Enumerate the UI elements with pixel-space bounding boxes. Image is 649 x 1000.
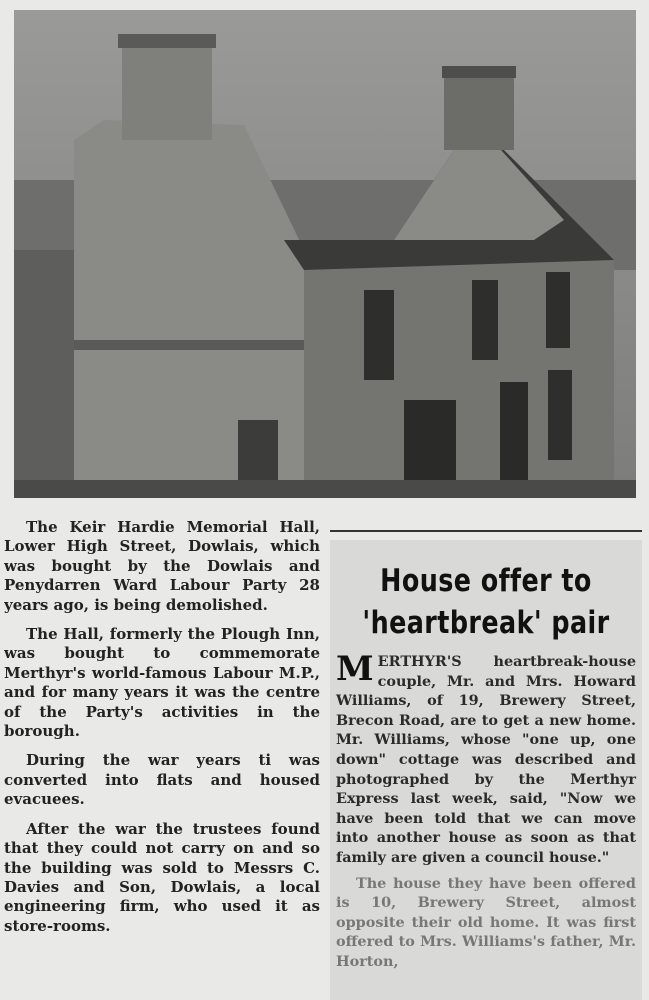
paragraph-3: During the war years ti was converted into flats and housed evacuees. — [4, 751, 320, 809]
ruined-building-photo — [14, 10, 636, 498]
headline-line-2: 'heartbreak' pair — [362, 605, 610, 641]
headline-line-1: House offer to — [380, 563, 592, 599]
article-paragraph-2: The house they have been offered is 10, Brewery Street, almost opposite their old home. It was first offered to Mrs. Williams's father, Mr. Horton, — [336, 874, 636, 970]
left-column-article — [4, 518, 320, 1000]
headline — [358, 560, 614, 644]
paragraph-1: The Keir Hardie Memorial Hall, Lower High Street, Dowlais, which was bought by the Dowlais and Penydarren Ward Labour Party 28 years ago, is being demolished. — [4, 518, 320, 614]
article-body — [336, 649, 636, 972]
right-column-article — [330, 540, 642, 1000]
paragraph-4: After the war the trustees found that they could not carry on and so the building was sold to Messrs C. Davies and Son, Dowlais, a local engineering firm, who used it as store-rooms. — [4, 819, 320, 935]
article-paragraph-1 — [336, 649, 636, 868]
news-photo — [14, 10, 636, 498]
column-divider-rule — [330, 530, 642, 532]
article-paragraph-1-text: ERTHYR'S heartbreak-house couple, Mr. and Mrs. Howard Williams, of 19, Brewery Street, Brecon Road, are to get a new home. Mr. Williams, whose "one up, one down" cottage was described and photographed by the Merthyr Express last week, said, "Now we have been told that we can move into another house as soon as that family are given a council house." — [336, 653, 636, 866]
drop-cap: M — [336, 649, 374, 689]
paragraph-2: The Hall, formerly the Plough Inn, was bought to commemorate Merthyr's world-famous Labour M.P., and for many years it was the centre of the Party's activities in the borough. — [4, 625, 320, 741]
